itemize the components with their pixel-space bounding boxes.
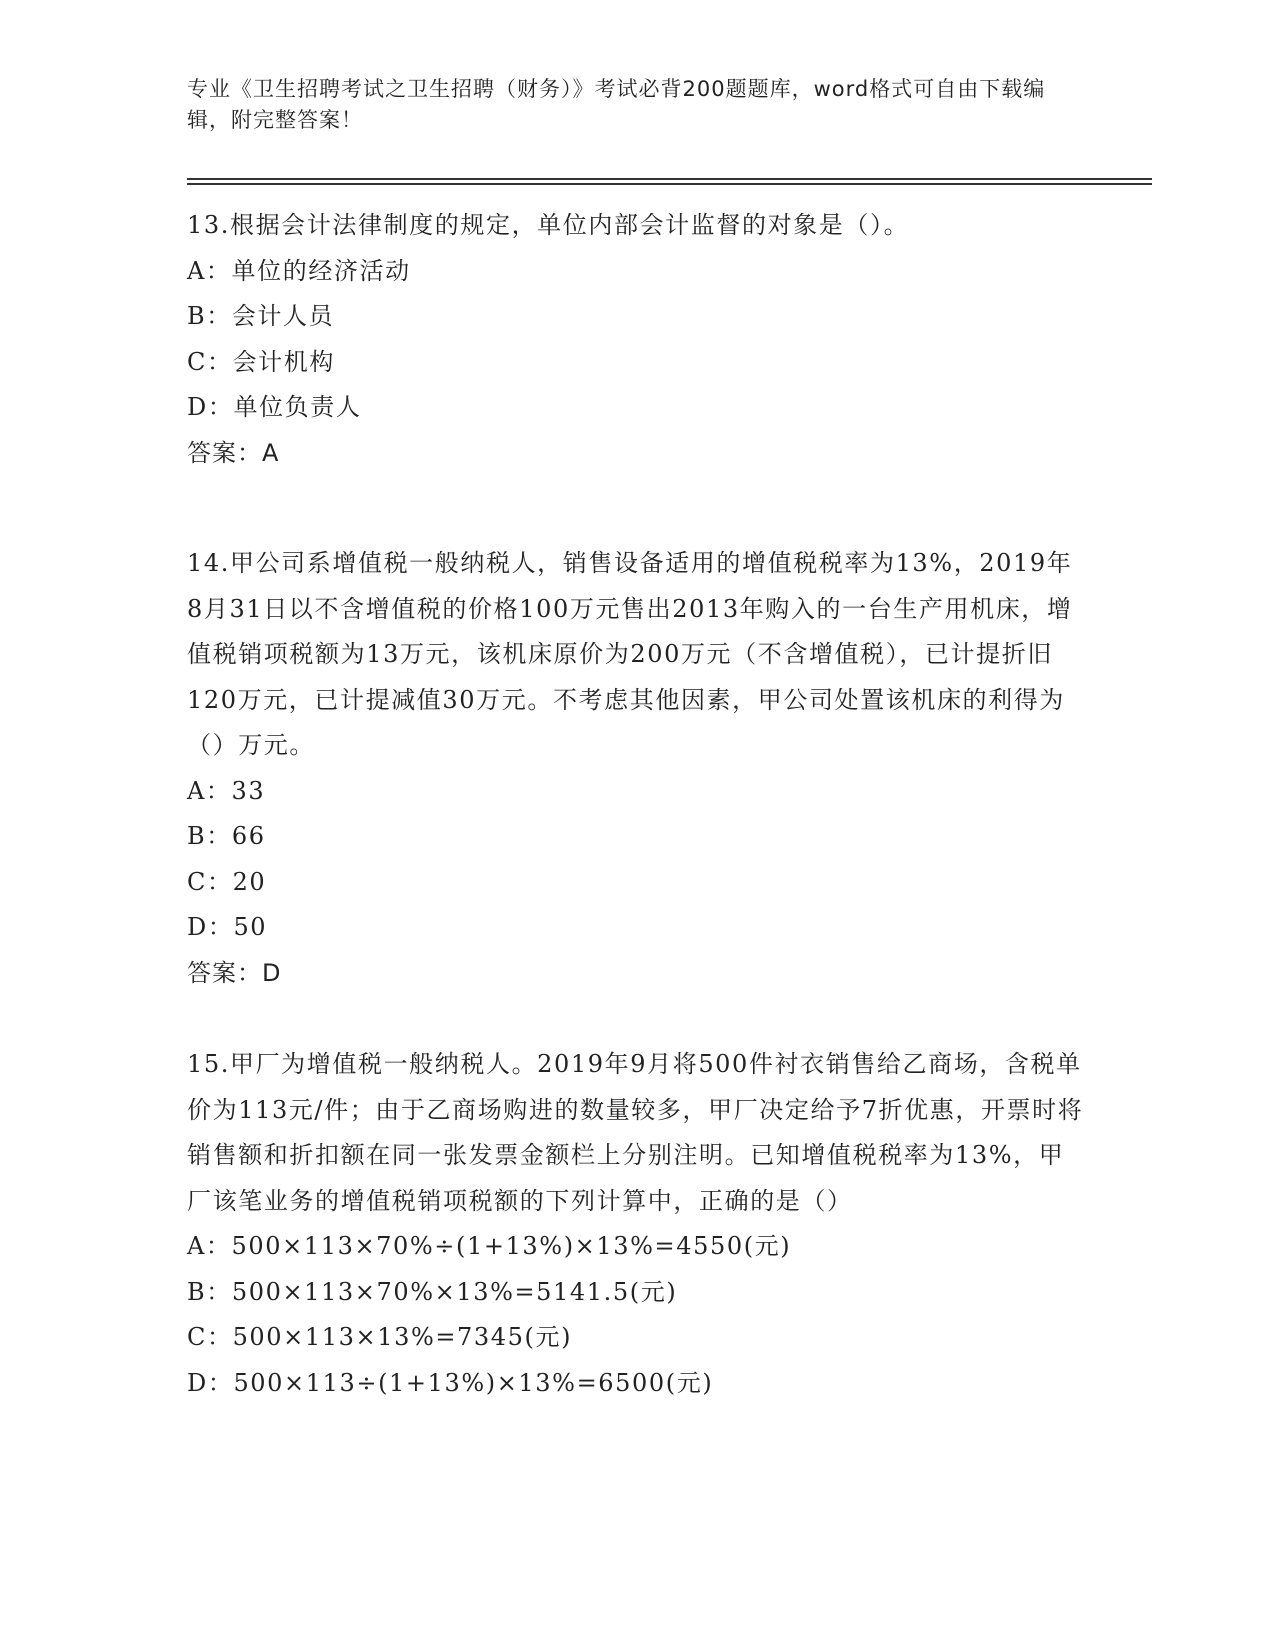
option-d: D：50 (187, 913, 268, 941)
document-header: 专业《卫生招聘考试之卫生招聘（财务）》考试必背200题题库，word格式可自由下载编辑，附完整答案！ (187, 77, 1046, 132)
option-d: D：单位负责人 (187, 393, 362, 421)
option-a: A：500×113×70%÷(1+13%)×13%=4550(元) (187, 1232, 792, 1260)
question-15 (187, 1042, 1087, 1406)
header-divider-bottom (187, 183, 1152, 185)
option-b: B：500×113×70%×13%=5141.5(元) (187, 1277, 678, 1306)
option-b: B：66 (187, 822, 266, 850)
question-13 (187, 203, 1087, 476)
answer-line: 答案：A (187, 438, 280, 467)
question-stem: 15.甲厂为增值税一般纳税人。2019年9月将500件衬衣销售给乙商场，含税单价为113元/件；由于乙商场购进的数量较多，甲厂决定给予7折优惠，开票时将销售额和折扣额在同一张发票金额栏上分别注明。已知增值税税率为13%，甲厂该笔业务的增值税销项税额的下列计算中，正确的是（） (187, 1050, 1084, 1215)
question-stem: 13.根据会计法律制度的规定，单位内部会计监督的对象是（）。 (187, 211, 910, 239)
option-c: C：20 (187, 867, 267, 896)
question-14 (187, 541, 1087, 996)
option-d: D：500×113÷(1+13%)×13%=6500(元) (187, 1368, 714, 1397)
answer-line: 答案：D (187, 958, 282, 987)
option-a: A：33 (187, 776, 266, 805)
option-c: C：会计机构 (187, 347, 335, 376)
option-a: A：单位的经济活动 (187, 256, 411, 285)
option-b: B：会计人员 (187, 302, 335, 330)
option-c: C：500×113×13%=7345(元) (187, 1323, 573, 1351)
header-divider-top (187, 178, 1152, 180)
question-stem: 14.甲公司系增值税一般纳税人，销售设备适用的增值税税率为13%，2019年8月31日以不含增值税的价格100万元售出2013年购入的一台生产用机床，增值税销项税额为13万元，该机床原价为200万元（不含增值税），已计提折旧120万元，已计提减值30万元。不考虑其他因素，甲公司处置该机床的利得为（）万元。 (187, 549, 1073, 759)
